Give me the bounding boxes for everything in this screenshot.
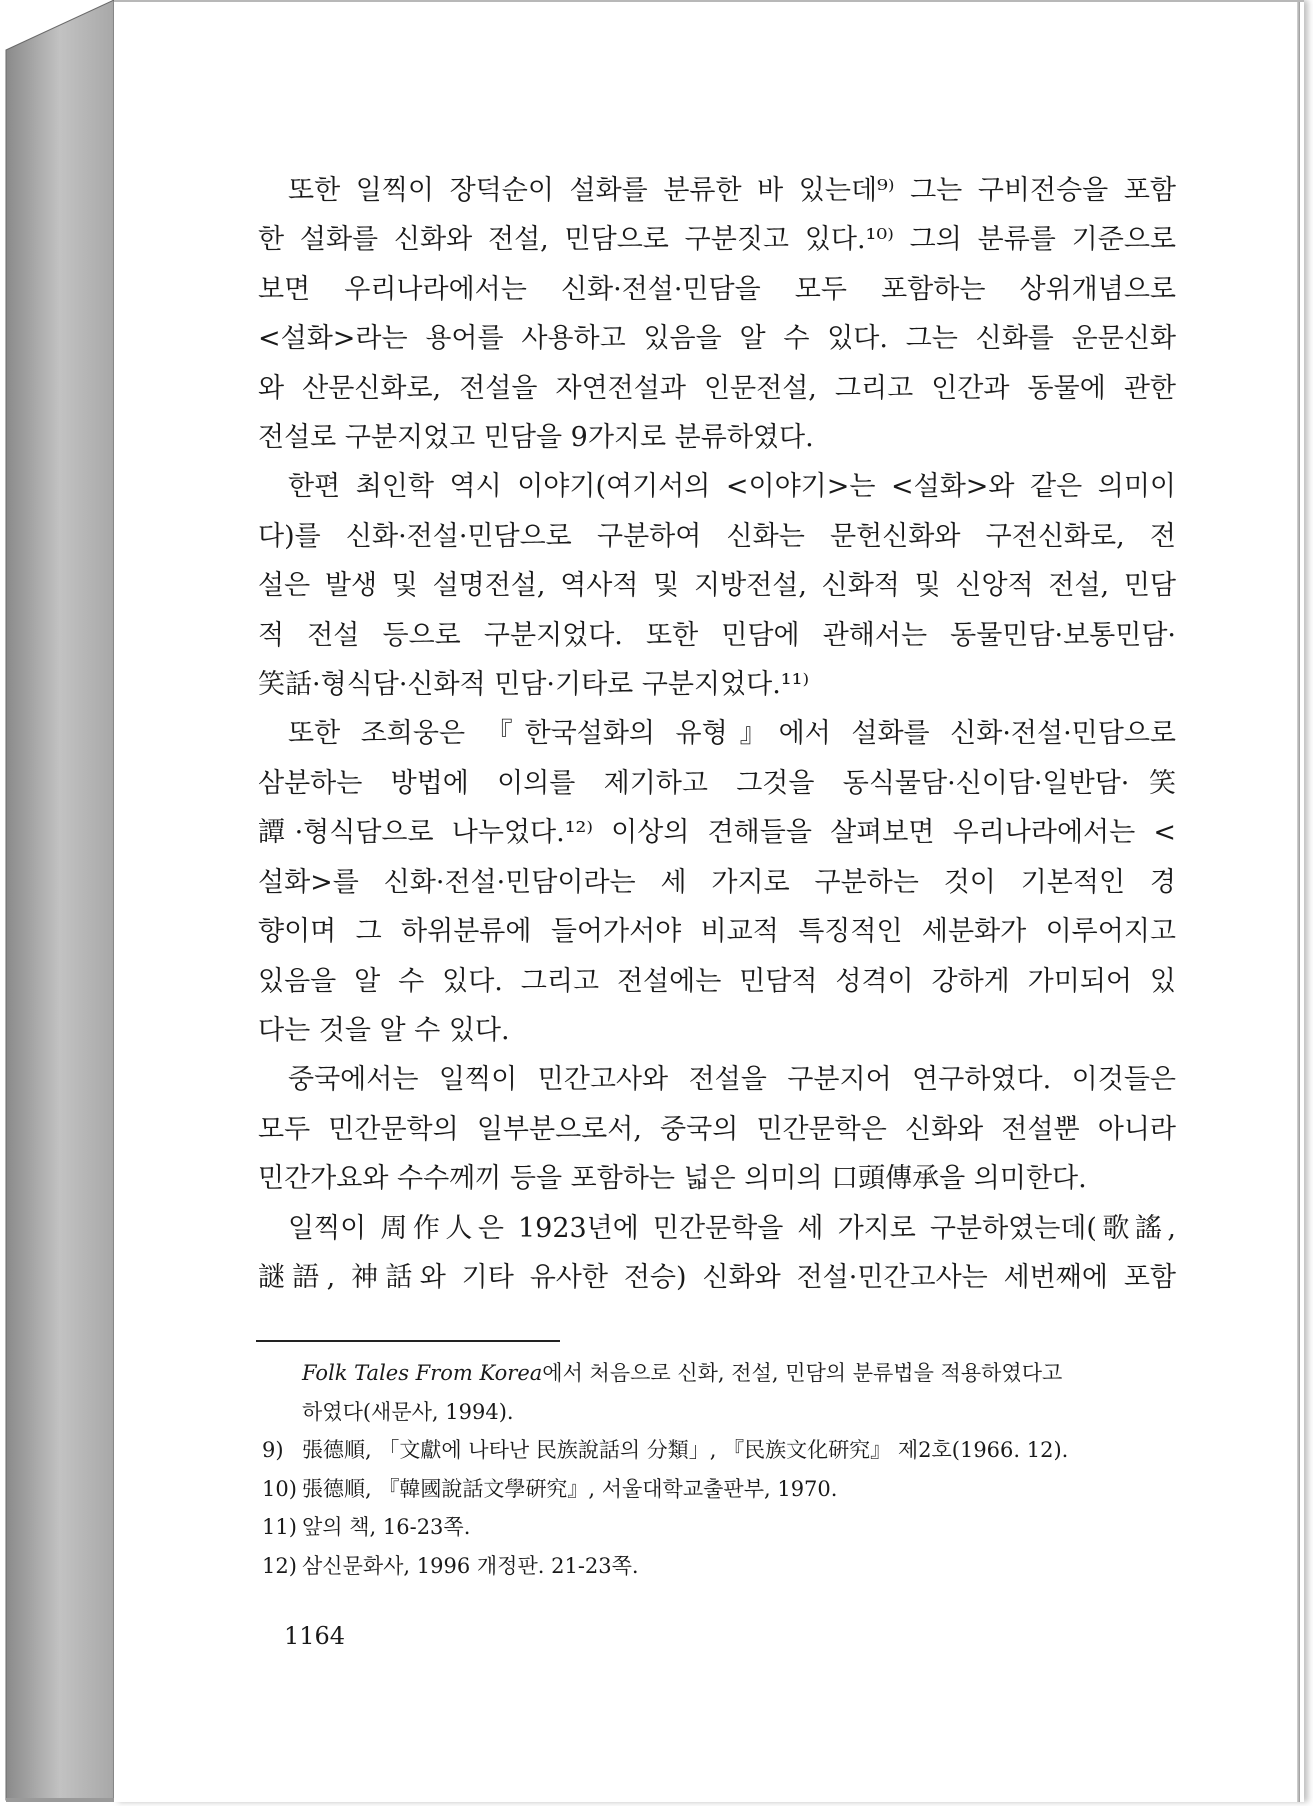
text-line: 보면 우리나라에서는 신화·전설·민담을 모두 포함하는 상위개념으로 <box>258 273 1176 305</box>
text-line: <설화>라는 용어를 사용하고 있음을 알 수 있다. 그는 신화를 운문신화 <box>258 323 1176 355</box>
text-line: 또한 일찍이 장덕순이 설화를 분류한 바 있는데⁹⁾ 그는 구비전승을 포함 <box>288 175 1176 206</box>
page-number: 1164 <box>284 1622 346 1650</box>
footnote-continuation-line2: 하였다(새문사, 1994). <box>302 1399 514 1424</box>
text-line: 모두 민간문학의 일부분으로서, 중국의 민간문학은 신화와 전설뿐 아니라 <box>258 1113 1176 1145</box>
footnote-number: 11) <box>262 1515 297 1539</box>
footnote-text: 張德順, 「文獻에 나타난 民族說話의 分類」, 『民族文化硏究』 제2호(1966. 12). <box>302 1438 1069 1462</box>
footnote-italic-title: Folk Tales From Korea <box>302 1361 543 1385</box>
text-line: 설은 발생 및 설명전설, 역사적 및 지방전설, 신화적 및 신앙적 전설, 민담 <box>258 570 1176 602</box>
text-line: 전설로 구분지었고 민담을 9가지로 분류하였다. <box>258 422 814 454</box>
text-line: 한편 최인학 역시 이야기(여기서의 <이야기>는 <설화>와 같은 의미이 <box>288 471 1176 503</box>
text-line: 민간가요와 수수께끼 등을 포함하는 넓은 의미의 口頭傳承을 의미한다. <box>258 1163 1087 1195</box>
text-line: 있음을 알 수 있다. 그리고 전설에는 민담적 성격이 강하게 가미되어 있 <box>258 965 1176 997</box>
footnote-number: 9) <box>262 1438 284 1462</box>
text-line: 다)를 신화·전설·민담으로 구분하여 신화는 문헌신화와 구전신화로, 전 <box>258 520 1176 552</box>
body-text <box>258 166 1176 1302</box>
text-line: 삼분하는 방법에 이의를 제기하고 그것을 동식물담·신이담·일반담·笑 <box>258 767 1176 799</box>
footnote-number: 12) <box>262 1553 297 1578</box>
text-line: 설화>를 신화·전설·민담이라는 세 가지로 구분하는 것이 기본적인 경 <box>258 866 1176 898</box>
footnote-text: 앞의 책, 16-23쪽. <box>302 1515 471 1539</box>
footnote-item <box>262 1470 1174 1509</box>
footnote-continuation <box>262 1354 1174 1393</box>
footnote-text: 삼신문화사, 1996 개정판. 21-23쪽. <box>302 1553 639 1578</box>
text-line: 한 설화를 신화와 전설, 민담으로 구분짓고 있다.¹⁰⁾ 그의 분류를 기준으로 <box>258 224 1176 256</box>
footnote-text: 張德順, 『韓國說話文學硏究』, 서울대학교출판부, 1970. <box>302 1476 838 1501</box>
footnote-number: 10) <box>262 1476 297 1501</box>
footnote-item <box>262 1508 1174 1547</box>
text-line: 다는 것을 알 수 있다. <box>258 1014 510 1046</box>
footnote-item <box>262 1547 1174 1586</box>
footnote-divider <box>256 1340 560 1342</box>
text-line: 笑話·형식담·신화적 민담·기타로 구분지었다.¹¹⁾ <box>258 669 810 701</box>
text-line: 또한 조희웅은 『한국설화의 유형』에서 설화를 신화·전설·민담으로 <box>288 718 1176 750</box>
text-line: 향이며 그 하위분류에 들어가서야 비교적 특징적인 세분화가 이루어지고 <box>258 916 1176 948</box>
footnote-item <box>262 1431 1174 1470</box>
footnotes <box>262 1354 1174 1585</box>
text-line: 중국에서는 일찍이 민간고사와 전설을 구분지어 연구하였다. 이것들은 <box>288 1064 1176 1096</box>
text-line: 적 전설 등으로 구분지었다. 또한 민담에 관해서는 동물민담·보통민담· <box>258 619 1176 651</box>
text-line: 謎語, 神話와 기타 유사한 전승) 신화와 전설·민간고사는 세번째에 포함 <box>258 1261 1176 1293</box>
text-line: 譚·형식담으로 나누었다.¹²⁾ 이상의 견해들을 살펴보면 우리나라에서는 < <box>258 817 1176 849</box>
footnote-continuation-text: 에서 처음으로 신화, 전설, 민담의 분류법을 적용하였다고 <box>542 1361 1063 1385</box>
page-right-edge <box>1297 2 1300 1802</box>
text-line: 일찍이 周作人은 1923년에 민간문학을 세 가지로 구분하였는데(歌謠, <box>288 1212 1176 1244</box>
text-line: 와 산문신화로, 전설을 자연전설과 인문전설, 그리고 인간과 동물에 관한 <box>258 372 1176 404</box>
